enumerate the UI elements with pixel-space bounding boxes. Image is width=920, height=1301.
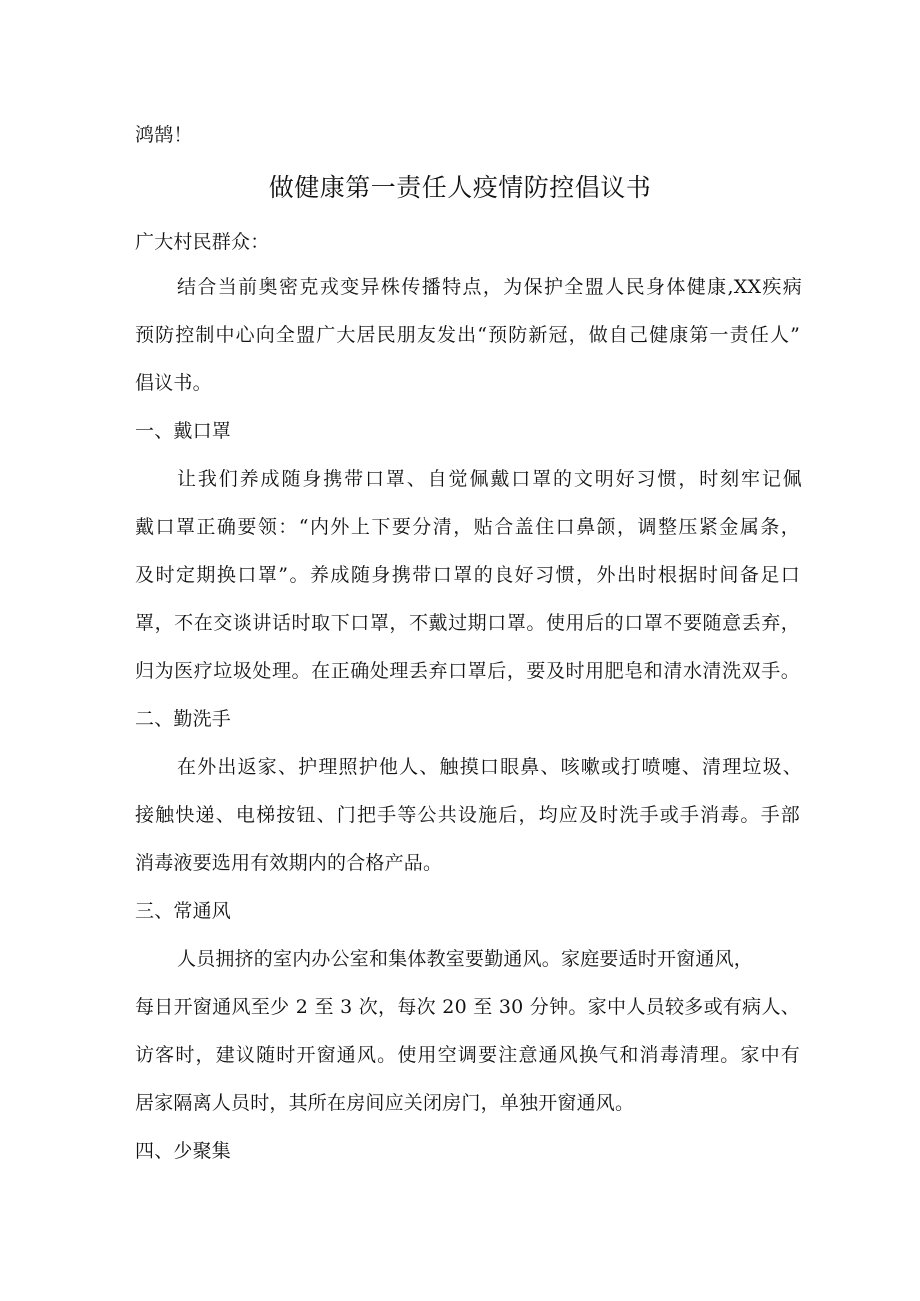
section-heading: 四、少聚集	[135, 1140, 232, 1162]
paragraph-line: 归为医疗垃圾处理。在正确处理丢弃口罩后，要及时用肥皂和清水清洗双手。	[135, 660, 800, 682]
document-title: 做健康第一责任人疫情防控倡议书	[268, 173, 652, 202]
text-fragment: 鸿鹄！	[135, 124, 193, 146]
section-heading: 一、戴口罩	[135, 420, 232, 442]
paragraph-line: 居家隔离人员时，其所在房间应关闭房门，单独开窗通风。	[135, 1092, 635, 1114]
section-heading: 三、常通风	[135, 900, 232, 922]
paragraph-line: 消毒液要选用有效期内的合格产品。	[135, 852, 443, 874]
paragraph-line: 访客时，建议随时开窗通风。使用空调要注意通风换气和消毒清理。家中有	[135, 1044, 800, 1066]
paragraph-line: 每日开窗通风至少 2 至 3 次，每次 20 至 30 分钟。家中人员较多或有病人、	[135, 996, 800, 1018]
paragraph-line: 人员拥挤的室内办公室和集体教室要勤通风。家庭要适时开窗通风，	[177, 948, 754, 970]
section-heading: 二、勤洗手	[135, 708, 232, 730]
paragraph-line: 接触快递、电梯按钮、门把手等公共设施后，均应及时洗手或手消毒。手部	[135, 804, 800, 826]
intro-line: 倡议书。	[135, 372, 212, 394]
paragraph-line: 罩，不在交谈讲话时取下口罩，不戴过期口罩。使用后的口罩不要随意丢弃，	[135, 612, 800, 634]
paragraph-line: 让我们养成随身携带口罩、自觉佩戴口罩的文明好习惯，时刻牢记佩	[177, 468, 802, 490]
salutation: 广大村民群众：	[135, 231, 270, 253]
paragraph-line: 在外出返家、护理照护他人、触摸口眼鼻、咳嗽或打喷嚏、清理垃圾、	[177, 756, 802, 778]
paragraph-line: 及时定期换口罩”。养成随身携带口罩的良好习惯，外出时根据时间备足口	[135, 564, 800, 586]
paragraph-line: 戴口罩正确要领：“内外上下要分清，贴合盖住口鼻颌，调整压紧金属条，	[135, 516, 800, 538]
intro-line: 预防控制中心向全盟广大居民朋友发出“预防新冠，做自己健康第一责任人”	[135, 324, 800, 346]
intro-line: 结合当前奥密克戎变异株传播特点，为保护全盟人民身体健康,XX疾病	[177, 276, 802, 298]
